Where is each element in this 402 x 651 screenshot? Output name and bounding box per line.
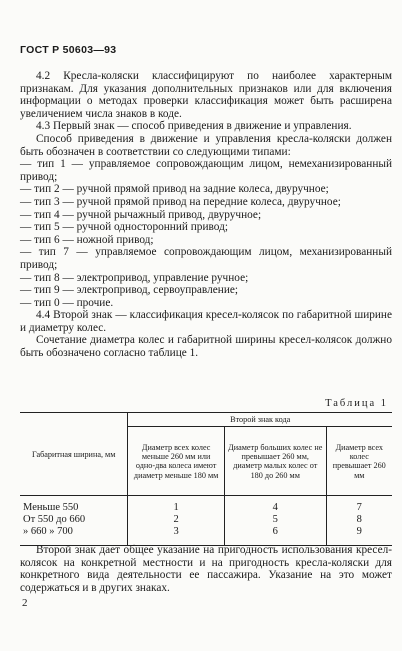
type-item: — тип 7 — управляемое сопровождающим лицом, механизированный привод;	[20, 246, 392, 271]
table-cell-width: От 550 до 660	[23, 514, 86, 525]
table-row	[20, 496, 392, 514]
after-table-text	[20, 544, 392, 594]
paragraph-method: Способ приведения в движение и управления кресла-коляски должен быть обозначен в соответствии со следующими типами:	[20, 132, 392, 158]
type-item: — тип 0 — прочие.	[20, 296, 114, 309]
type-item: — тип 6 — ножной привод;	[20, 233, 154, 246]
paragraph-4-3: 4.3 Первый знак — способ приведения в движение и управления.	[36, 120, 352, 133]
table-row	[20, 514, 392, 526]
type-item: — тип 5 — ручной односторонний привод;	[20, 221, 228, 234]
paragraph-second-sign: Второй знак дает общее указание на пригодность использования кресел-колясок на конкретной местности и на пригодность кресла-коляски для конкретного вида деятельности ее пассажира. Указание на это может содержаться и в других знаках.	[20, 544, 392, 594]
table-subheader: Диаметр всех колес превышает 260 мм	[326, 427, 392, 496]
classification-table	[20, 412, 392, 546]
type-item: — тип 9 — электропривод, сервоуправление;	[20, 284, 239, 297]
type-item: — тип 3 — ручной прямой привод на передние колеса, двуручное;	[20, 195, 341, 208]
table-header-width: Габаритная ширина, мм	[20, 413, 128, 496]
table-cell: 2	[128, 514, 225, 526]
table-caption: Таблица 1	[325, 398, 388, 409]
table-cell: 5	[224, 514, 326, 526]
table-header-group: Второй знак кода	[128, 413, 392, 427]
type-item: — тип 1 — управляемое сопровождающим лицом, немеханизированный привод;	[20, 158, 392, 183]
paragraph-table-ref: Сочетание диаметра колес и габаритной ширины кресел-колясок должно быть обозначено согласно таблице 1.	[20, 334, 392, 360]
type-item: — тип 8 — электропривод, управление ручное;	[20, 271, 249, 284]
table-cell: 8	[326, 514, 392, 526]
table-cell-width: Меньше 550	[23, 502, 79, 514]
paragraph-4-4: 4.4 Второй знак — классификация кресел-колясок по габаритной ширине и диаметру колес.	[20, 309, 392, 334]
table-cell: 4	[224, 496, 326, 514]
table-row	[20, 526, 392, 546]
type-item: — тип 2 — ручной прямой привод на задние колеса, двуручное;	[20, 183, 329, 196]
table-cell-width: » 660 » 700	[20, 526, 128, 546]
main-text	[20, 70, 392, 360]
type-item: — тип 4 — ручной рычажный привод, двуручное;	[20, 208, 262, 221]
table-cell: 3	[128, 526, 225, 546]
table-subheader: Диаметр больших колес не превышает 260 мм, диаметр малых колес от 180 до 260 мм	[224, 427, 326, 496]
page-number: 2	[22, 597, 28, 609]
table-subheader: Диаметр всех колес меньше 260 мм или одно-два колеса имеют диаметр меньше 180 мм	[128, 427, 225, 496]
paragraph-4-2: 4.2 Кресла-коляски классифицируют по наиболее характерным признакам. Для указания дополнительных признаков или для включения информации о методах проверки классификация может быть расширена увеличением числа знаков в коде.	[20, 70, 392, 120]
table-cell: 6	[224, 526, 326, 546]
table-cell: 1	[128, 496, 225, 514]
document-header: ГОСТ Р 50603—93	[20, 44, 117, 56]
table-cell: 9	[326, 526, 392, 546]
table-cell: 7	[326, 496, 392, 514]
